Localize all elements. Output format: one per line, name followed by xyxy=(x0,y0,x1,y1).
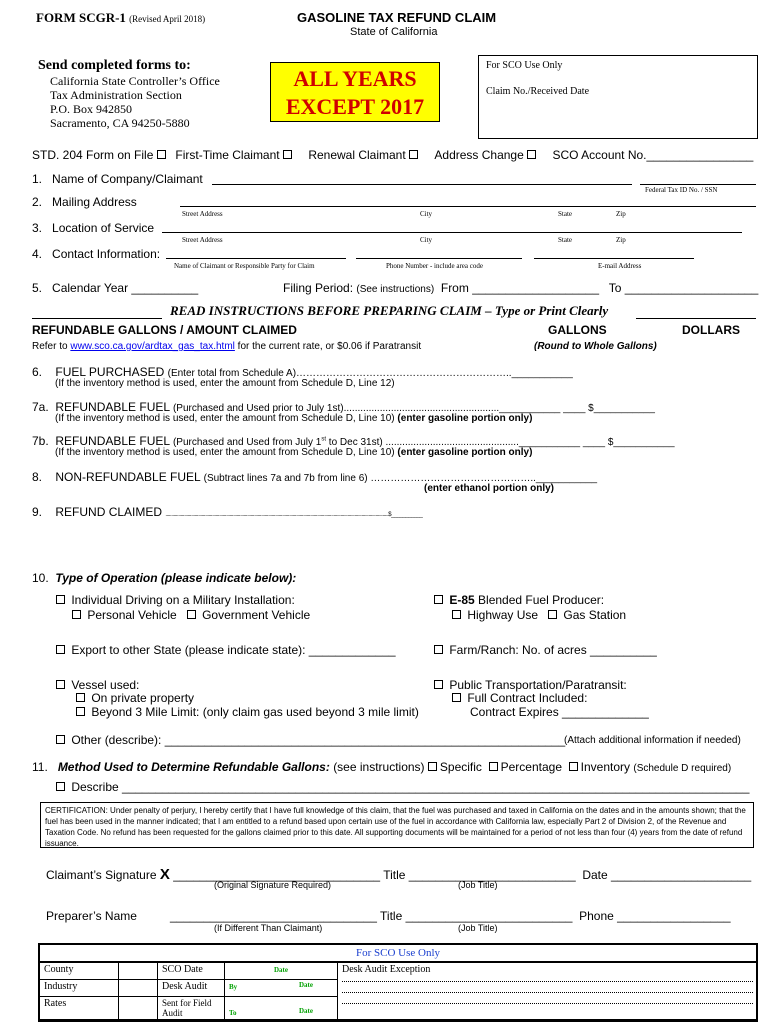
checkbox-icon[interactable] xyxy=(76,707,85,716)
private-property-option[interactable]: On private property xyxy=(76,691,194,705)
tax-id-input[interactable] xyxy=(640,184,756,185)
gallons-heading: GALLONS xyxy=(548,323,607,337)
checkbox-icon[interactable] xyxy=(489,762,498,771)
field-2-label: 2. Mailing Address xyxy=(32,195,137,209)
mailing-address-input[interactable] xyxy=(180,206,756,207)
line-7a: 7a. REFUNDABLE FUEL (Purchased and Used prior to July 1st)........................................................___________ ____ $___________ xyxy=(32,400,655,414)
desk-audit-cell[interactable]: By Date xyxy=(225,980,338,997)
county-label: County xyxy=(40,963,119,980)
field-5-label: 5. Calendar Year __________ xyxy=(32,281,199,295)
street-caption: Street Address xyxy=(182,236,223,244)
line-8: 8. NON-REFUNDABLE FUEL (Subtract lines 7a and 7b from line 6) …………………………………………..___________ xyxy=(32,470,598,484)
line-6: 6. FUEL PURCHASED (Enter total from Schedule A)………………………………………………………..___________ xyxy=(32,365,573,379)
rates-cell[interactable] xyxy=(119,997,158,1020)
filing-period[interactable]: Filing Period: (See instructions) From ___________________ To ____________________ xyxy=(283,281,759,295)
signature-title-input[interactable]: Title _________________________ xyxy=(383,868,576,882)
checkbox-icon[interactable] xyxy=(569,762,578,771)
signature-input[interactable]: _______________________________ xyxy=(173,868,381,882)
beyond-3-mile-option[interactable]: Beyond 3 Mile Limit: (only claim gas used beyond 3 mile limit) xyxy=(76,705,419,719)
company-name-input[interactable] xyxy=(212,184,632,185)
form-subtitle: State of California xyxy=(350,26,438,38)
service-location-input[interactable] xyxy=(162,232,742,233)
sco-use-title: For SCO Use Only xyxy=(486,60,563,71)
field-audit-cell[interactable]: To Date xyxy=(225,997,338,1020)
attach-note: (Attach additional information if needed) xyxy=(564,735,741,746)
contact-name-input[interactable] xyxy=(166,258,346,259)
checkbox-icon[interactable] xyxy=(434,595,443,604)
military-option[interactable]: Individual Driving on a Military Installation: xyxy=(56,593,295,607)
specific-option[interactable]: Specific xyxy=(428,760,482,774)
industry-cell[interactable] xyxy=(119,980,158,997)
line-8-note: (enter ethanol portion only) xyxy=(424,483,554,494)
city-caption: City xyxy=(420,210,433,218)
preparer-phone-input[interactable]: Phone _________________ xyxy=(579,909,731,923)
preparer-title-input[interactable]: Title _________________________ xyxy=(380,909,573,923)
checkbox-icon[interactable] xyxy=(56,595,65,604)
send-to-heading: Send completed forms to: xyxy=(38,58,191,73)
desk-audit-label: Desk Audit xyxy=(158,980,225,997)
method-row: 11. Method Used to Determine Refundable Gallons: (see instructions) Specific Percentage Inventory (Schedule D required) xyxy=(32,760,732,774)
inventory-option[interactable]: Inventory xyxy=(569,760,630,774)
email-caption: E-mail Address xyxy=(598,262,642,270)
first-time-option[interactable]: First-Time Claimant xyxy=(175,148,295,162)
renewal-option[interactable]: Renewal Claimant xyxy=(308,148,421,162)
sco-bottom-table xyxy=(39,962,757,1020)
highway-use-option[interactable]: Highway Use xyxy=(452,608,538,622)
county-cell[interactable] xyxy=(119,963,158,980)
e85-suboptions xyxy=(452,608,626,622)
line-9: 9. REFUND CLAIMED ...............................................................................................................................................................................................$___________ xyxy=(32,505,423,519)
divider-left xyxy=(32,318,162,319)
farm-option[interactable]: Farm/Ranch: No. of acres __________ xyxy=(434,643,657,657)
desk-audit-exception-cell[interactable]: Desk Audit Exception xyxy=(338,963,758,1020)
checkbox-icon[interactable] xyxy=(56,680,65,689)
zip-caption: Zip xyxy=(616,236,626,244)
preparer-label: Preparer’s Name xyxy=(46,909,137,923)
phone-input[interactable] xyxy=(356,258,522,259)
claim-no-label: Claim No./Received Date xyxy=(486,86,590,97)
address-change-option[interactable]: Address Change xyxy=(434,148,539,162)
divider-right xyxy=(636,318,756,319)
round-note: (Round to Whole Gallons) xyxy=(534,341,657,352)
rates-label: Rates xyxy=(40,997,119,1020)
military-suboptions xyxy=(72,608,310,622)
dollars-heading: DOLLARS xyxy=(682,323,740,337)
line-6-note: (If the inventory method is used, enter the amount from Schedule D, Line 12) xyxy=(55,378,395,389)
form-title: GASOLINE TAX REFUND CLAIM xyxy=(297,10,497,25)
signature-caption: (Original Signature Required) xyxy=(214,880,332,890)
field-4-label: 4. Contact Information: xyxy=(32,247,161,261)
state-caption: State xyxy=(558,236,572,244)
field-audit-label: Sent for Field Audit xyxy=(158,997,225,1020)
preparer-title-caption: (Job Title) xyxy=(458,923,498,933)
describe-field[interactable]: Describe ______________________________________________________________________________________________ xyxy=(56,780,749,794)
checkbox-icon[interactable] xyxy=(72,610,81,619)
gas-station-option[interactable]: Gas Station xyxy=(548,608,626,622)
sco-account-field[interactable]: SCO Account No.________________ xyxy=(552,148,754,162)
other-option[interactable]: Other (describe): ____________________________________________________________ xyxy=(56,733,565,747)
std204-option[interactable]: STD. 204 Form on File xyxy=(32,148,169,162)
line-7b: 7b. REFUNDABLE FUEL (Purchased and Used from July 1st to Dec 31st) ................................................___________ ____ $___________ xyxy=(32,434,675,448)
contact-name-caption: Name of Claimant or Responsible Party for Claim xyxy=(174,262,315,270)
signature-date-input[interactable]: Date _____________________ xyxy=(582,868,752,882)
sco-date-cell[interactable]: Date xyxy=(225,963,338,980)
e85-option[interactable]: E-85 Blended Fuel Producer: xyxy=(434,593,604,607)
send-to-address: California State Controller’s Office Tax Administration Section P.O. Box 942850 Sacramento, CA 94250-5880 xyxy=(50,74,220,130)
checkbox-icon[interactable] xyxy=(283,150,292,159)
signature-title-caption: (Job Title) xyxy=(458,880,498,890)
checkbox-icon[interactable] xyxy=(187,610,196,619)
rate-reference: Refer to www.sco.ca.gov/ardtax_gas_tax.html for the current rate, or $0.06 if Paratransit xyxy=(32,341,422,352)
line-7a-note: (If the inventory method is used, enter the amount from Schedule D, Line 10) (enter gasoline portion only) xyxy=(55,413,533,424)
export-option[interactable]: Export to other State (please indicate state): _____________ xyxy=(56,643,396,657)
checkbox-icon[interactable] xyxy=(452,610,461,619)
tax-id-caption: Federal Tax ID No. / SSN xyxy=(645,186,718,194)
checkbox-icon[interactable] xyxy=(548,610,557,619)
percentage-option[interactable]: Percentage xyxy=(489,760,562,774)
sco-bottom-box xyxy=(38,943,758,1022)
form-id: FORM SCGR-1 (Revised April 2018) xyxy=(36,10,206,25)
rate-link[interactable]: www.sco.ca.gov/ardtax_gas_tax.html xyxy=(70,341,235,352)
instructions-banner: READ INSTRUCTIONS BEFORE PREPARING CLAIM – Type or Print Clearly xyxy=(170,303,609,318)
refund-section-heading: REFUNDABLE GALLONS / AMOUNT CLAIMED xyxy=(32,323,297,337)
operation-heading: 10. Type of Operation (please indicate below): xyxy=(32,571,297,585)
checkbox-icon[interactable] xyxy=(428,762,437,771)
preparer-caption: (If Different Than Claimant) xyxy=(214,923,323,933)
checkbox-icon[interactable] xyxy=(434,680,443,689)
line-7b-note: (If the inventory method is used, enter the amount from Schedule D, Line 10) (enter gasoline portion only) xyxy=(55,447,533,458)
signature-row: Claimant’s Signature X _______________________________ Title _________________________ Date _____________________ xyxy=(46,866,752,883)
contract-expires-field[interactable]: Contract Expires _____________ xyxy=(470,705,649,719)
industry-label: Industry xyxy=(40,980,119,997)
street-caption: Street Address xyxy=(182,210,223,218)
government-vehicle-option[interactable]: Government Vehicle xyxy=(187,608,310,622)
checkbox-icon[interactable] xyxy=(452,693,461,702)
checkbox-icon[interactable] xyxy=(56,645,65,654)
preparer-row xyxy=(170,909,731,923)
checkbox-icon[interactable] xyxy=(56,782,65,791)
options-row xyxy=(32,148,753,162)
checkbox-icon[interactable] xyxy=(409,150,418,159)
city-caption: City xyxy=(420,236,433,244)
phone-caption: Phone Number - include area code xyxy=(386,262,483,270)
years-banner: ALL YEARS EXCEPT 2017 xyxy=(270,62,440,122)
preparer-name-input[interactable]: _______________________________ xyxy=(170,909,377,923)
state-caption: State xyxy=(558,210,572,218)
sco-date-label: SCO Date xyxy=(158,963,225,980)
checkbox-icon[interactable] xyxy=(76,693,85,702)
public-transport-option[interactable]: Public Transportation/Paratransit: xyxy=(434,678,627,692)
field-3-label: 3. Location of Service xyxy=(32,221,155,235)
field-1-label: 1. Name of Company/Claimant xyxy=(32,172,203,186)
checkbox-icon[interactable] xyxy=(434,645,443,654)
checkbox-icon[interactable] xyxy=(157,150,166,159)
sco-bottom-title: For SCO Use Only xyxy=(40,945,756,962)
sco-use-box xyxy=(478,55,758,139)
zip-caption: Zip xyxy=(616,210,626,218)
certification-box: CERTIFICATION: Under penalty of perjury, I hereby certify that I have full knowledge of this claim, that the fuel was purchased and taxed in California on the dates and in the amounts shown; that the fuel has been used in the manner indicated; that I am entitled to a refund based upon certain use of the fuel in accordance with California law, especially Part 2 of Division 2, of the Revenue and Taxation Code. No refund has been requested for the gallons claimed prior to this date. All supporting documents will be maintained for a period of not less than four (4) years from the date of refund issuance. xyxy=(40,802,754,848)
vessel-option[interactable]: Vessel used: xyxy=(56,678,139,692)
email-input[interactable] xyxy=(534,258,694,259)
personal-vehicle-option[interactable]: Personal Vehicle xyxy=(72,608,177,622)
checkbox-icon[interactable] xyxy=(56,735,65,744)
checkbox-icon[interactable] xyxy=(527,150,536,159)
full-contract-option[interactable]: Full Contract Included: xyxy=(452,691,587,705)
